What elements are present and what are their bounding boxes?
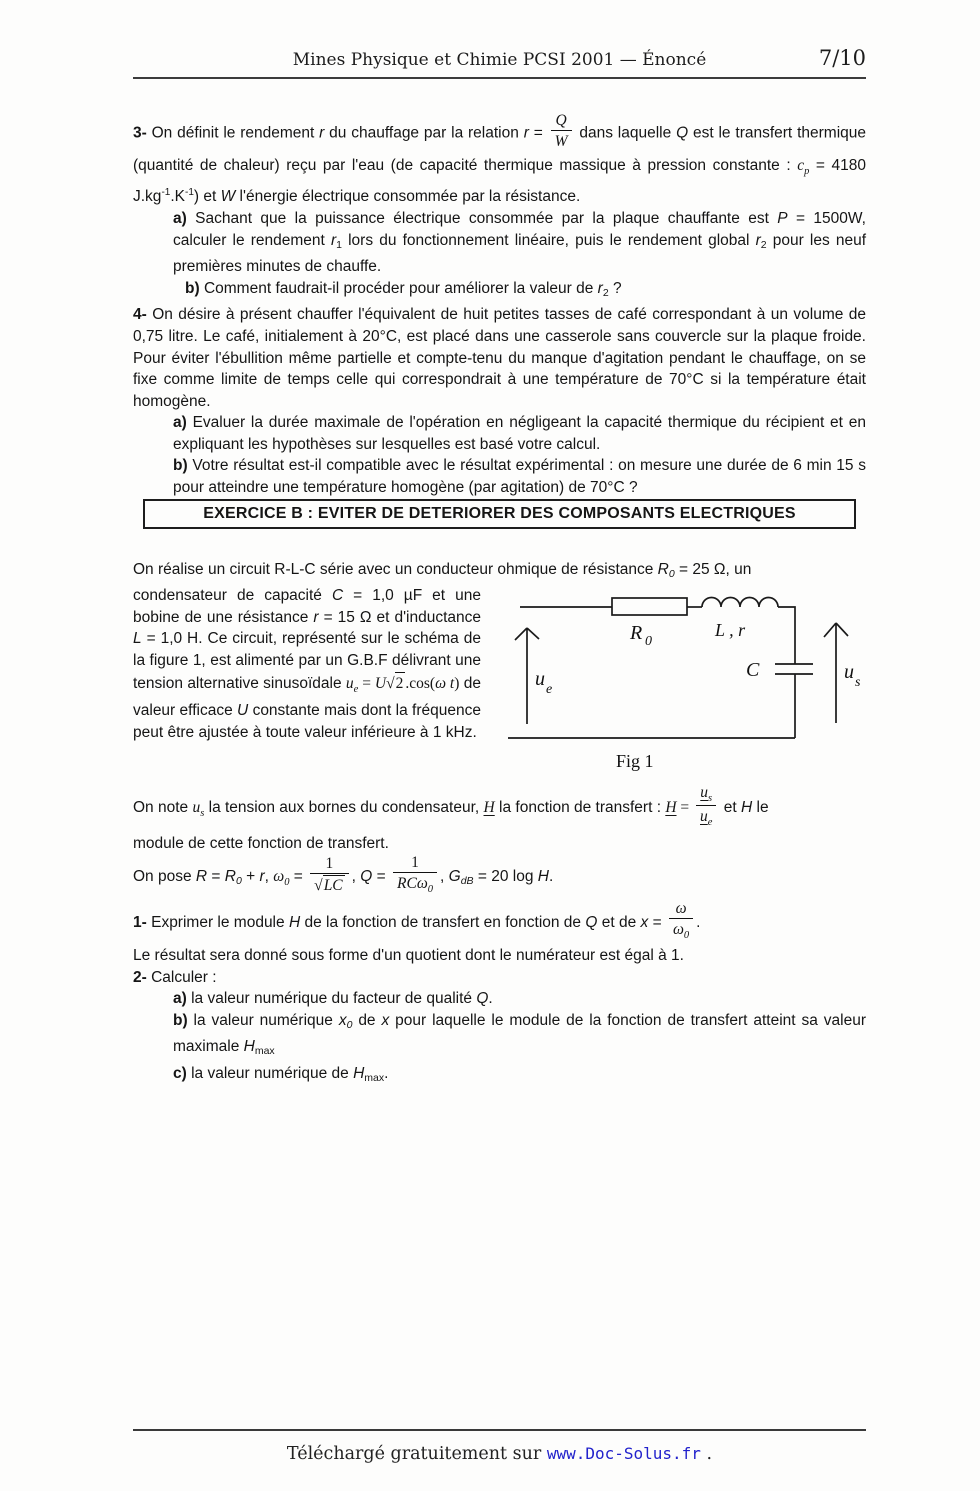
transfer-function-note-2: module de cette fonction de transfert. (133, 834, 389, 852)
capacitor-label: C (746, 659, 760, 682)
ue-label-sub: e (546, 682, 553, 698)
question-2c: c) la valeur numérique de Hmax. (173, 1065, 389, 1085)
resistor-symbol (612, 598, 687, 615)
footer-period: . (700, 1444, 713, 1464)
page-number: 7/10 (818, 46, 866, 70)
figure-1 (504, 585, 866, 772)
document-title: Mines Physique et Chimie PCSI 2001 — Énoncé (292, 50, 707, 70)
exercise-b-title-box (143, 499, 856, 529)
us-label-sub: s (855, 675, 861, 691)
resistor-label: R (630, 622, 643, 645)
question-2: 2- Calculer : (133, 968, 217, 986)
circuit-intro-line1: On réalise un circuit R-L-C série avec un conducteur ohmique de résistance R0 = 25 Ω, un (133, 560, 752, 580)
question-3: 3- On définit le rendement r du chauffage par la relation r = $\frac{Q}{W}$ dans laquelle Q est le transfert thermique (quantité de chaleur) reçu par l'eau (de capacité thermique massique à pression constante : $c_p = 4180$ $J.kg^{-1}.K^{-1}$) et W l'énergie électrique consommée par la résistance. (133, 112, 866, 206)
document-body (133, 112, 866, 1090)
question-1: 1- Exprimer le module H de la fonction de transfert en fonction de Q et de x = $\frac{\omega}{\omega_0}$ . (133, 899, 701, 941)
question-3b: b) Comment faudrait-il procéder pour améliorer la valeur de r2 ? (185, 279, 622, 299)
page-footer (133, 1429, 866, 1464)
ue-label: u (535, 668, 545, 691)
us-label: u (844, 661, 854, 684)
figure-caption: Fig 1 (616, 751, 654, 772)
question-4a: a) Evaluer la durée maximale de l'opération en négligeant la capacité thermique du récipient et en expliquant les hypothèses sur lesquelles est basé votre calcul. (173, 414, 866, 453)
question-1b: Le résultat sera donné sous forme d'un quotient dont le numérateur est égal à 1. (133, 947, 684, 965)
wire-top-right (778, 607, 795, 664)
exercise-b-title: EXERCICE B : EVITER DE DETERIORER DES COMPOSANTS ELECTRIQUES (203, 504, 796, 522)
resistor-label-sub: 0 (645, 634, 652, 650)
question-4: 4- On désire à présent chauffer l'équivalent de huit petites tasses de café correspondant à un volume de 0,75 litre. Le café, initialement à 20°C, est placé dans une casserole sans couvercle sur la plaque froide. Pour éviter l'ébullition même partielle et compte-tenu du manque d'agitation pendant le chauffage, on se fixe comme limite de temps celle qui correspondrait à une température de 70°C si la température était homogène. (133, 306, 866, 410)
circuit-intro-text: condensateur de capacité C = 1,0 µF et une bobine de une résistance r = 15 Ω et d'inductance L = 1,0 H. Ce circuit, représenté sur le schéma de la figure 1, est alimenté par un G.B.F délivrant une tension alternative sinusoïdale $u_e = U√2$ .cos(ω t) de valeur efficace U constante mais dont la fréquence peut être ajustée à toute valeur inférieure à 1 kHz. (133, 587, 482, 741)
definitions-line: On pose R = R0 + r, $\omega_0$ = $\frac{1}{√LC}$ , Q = $\frac{1}{RC\omega_0}$ , GdB = 20 log H. (133, 854, 554, 896)
question-2a: a) la valeur numérique du facteur de qualité Q. (173, 990, 493, 1008)
inductor-label: L , r (715, 620, 746, 641)
inductor-symbol (702, 598, 778, 608)
transfer-function-note: On note $u_s$ la tension aux bornes du condensateur, H la fonction de transfert : H = $\frac{u_s}{u_e}$ et H le (133, 784, 769, 829)
circuit-section (133, 559, 866, 773)
question-3a: a) Sachant que la puissance électrique consommée par la plaque chauffante est P = 1500W, calculer le rendement r1 lors du fonctionnement linéaire, puis le rendement global r2 pour les neuf premières minutes de chauffe. (173, 209, 866, 276)
question-4b: b) Votre résultat est-il compatible avec le résultat expérimental : on mesure une durée de 6 min 15 s pour atteindre une température homogène (par agitation) de 70°C ? (173, 457, 866, 497)
scanned-exam-page (0, 46, 980, 1491)
footer-link[interactable]: www.Doc-Solus.fr (546, 1444, 701, 1463)
question-2b: b) la valeur numérique x0 de x pour laquelle le module de la fonction de transfert atteint sa valeur maximale Hmax (173, 1011, 866, 1058)
rlc-circuit-diagram (504, 594, 866, 744)
page-header (133, 46, 866, 79)
footer-text: Téléchargé gratuitement sur (286, 1444, 547, 1464)
